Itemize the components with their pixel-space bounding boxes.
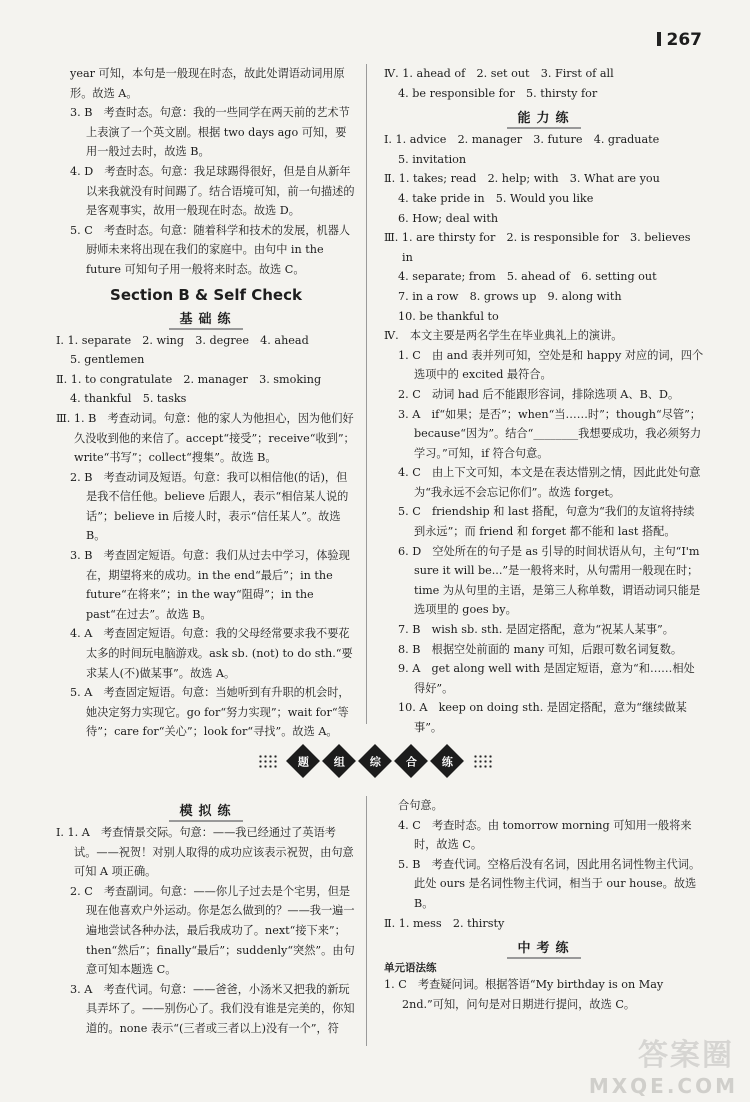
answer-line: 5. C 考查时态。句意：随着科学和技术的发展，机器人厨师未来将出现在我们的家庭中。由句中 in the future 可知句子用一般将来时态。故选 C。 (70, 223, 351, 276)
answer-line: 5. gentlemen (70, 353, 145, 367)
column-divider (366, 64, 367, 724)
answer-line: 2. B 考查动词及短语。句意：我可以相信他(的话)，但是我不信任他。believe 后跟人，表示“相信某人说的话”；believe in 后接人时，表示“信任某人”。故选 B。 (70, 470, 349, 543)
answer-line: 4. C 由上下文可知，本文是在表达惜别之情，因此此处句意为“我永远不会忘记你们”。故选 forget。 (398, 466, 701, 499)
column-divider-bottom (366, 796, 367, 1046)
section-title: Section B & Self Check (110, 285, 302, 304)
subsection-title-text: 中考练 (507, 941, 580, 959)
answer-line: Ⅲ. 1. are thirsty for 2. is responsible for 3. believes in (384, 231, 691, 264)
banner-char-text: 合 (405, 755, 417, 768)
left-column (56, 64, 356, 742)
answer-line: 3. A if“如果；是否”；when“当……时”；though“尽管”；because“因为”。结合“________我想要成功，我必须努力学习。”可知，if 符合句意。 (398, 407, 702, 460)
answer-line: Ⅰ. 1. advice 2. manager 3. future 4. graduate (384, 133, 660, 147)
banner-char-text: 综 (369, 755, 381, 768)
banner-char (394, 744, 428, 778)
answer-line: 3. B 考查固定短语。句意：我们从过去中学习，体验现在，期望将来的成功。in the end“最后”；in the future“在将来”；in the way“阻碍”；in the past“在过去”。故选 B。 (70, 549, 350, 621)
section-banner (250, 745, 500, 777)
answer-line: Ⅰ. 1. separate 2. wing 3. degree 4. ahead (56, 333, 309, 347)
answer-line: 6. How; deal with (398, 211, 499, 225)
answer-line: 合句意。 (398, 799, 443, 812)
answer-line: 5. B 考查代词。空格后没有名词，因此用名词性物主代词。此处 ours 是名词性物主代词，相当于 our house。故选 B。 (398, 857, 701, 910)
answer-line: 2. C 动词 had 后不能跟形容词，排除选项 A、B、D。 (398, 387, 680, 401)
banner-char-text: 组 (333, 755, 345, 768)
answer-line: 4. D 考查时态。句意：我足球踢得很好，但是自从新年以来我就没有时间踢了。结合语境可知，前一句描述的是客观事实，故用一般现在时态。故选 D。 (70, 164, 355, 218)
answer-line: Ⅰ. 1. A 考查情景交际。句意：——我已经通过了英语考试。——祝贺！对别人取得的成功应该表示祝贺，由句意可知 A 项正确。 (56, 826, 354, 879)
answer-line: Ⅱ. 1. takes; read 2. help; with 3. What are you (384, 172, 660, 186)
answer-line: 4. take pride in 5. Would you like (398, 191, 594, 205)
banner-char (430, 744, 464, 778)
answer-line: 7. B wish sb. sth. 是固定搭配，意为“祝某人某事”。 (398, 623, 674, 637)
banner-dots-right (473, 754, 492, 768)
page-number-bar (657, 32, 661, 46)
answer-line: 6. D 空处所在的句子是 as 引导的时间状语从句，主句“I'm sure it will be...”是一般将来时，从句需用一般现在时；time 为从句里的主语，是第三人称单数，谓语动词只能是选项里的 goes by。 (398, 544, 701, 617)
watermark-logo: 答案圈 (638, 1038, 734, 1073)
subsection-title (384, 937, 704, 956)
answer-line: 5. A 考查固定短语。句意：当她听到有升职的机会时，她决定努力实现它。go for“努力实现”；wait for“等待”；care for“关心”；look for“寻找”。故选 A。 (70, 686, 350, 739)
subsection-title-text: 能力练 (507, 111, 580, 129)
answer-line: 3. B 考查时态。句意：我的一些同学在两天前的艺术节上表演了一个英文剧。根据 two days ago 可知，要用一般过去时，故选 B。 (70, 106, 350, 159)
answer-line: Ⅳ. 1. ahead of 2. set out 3. First of all (384, 67, 614, 80)
banner-char-text: 练 (441, 755, 453, 768)
answer-line: 3. A 考查代词。句意：——爸爸，小汤米又把我的新玩具弄坏了。——别伤心了。我们没有谁是完美的，你知道的。none 表示“(三者或三者以上)没有一个”，符 (70, 982, 355, 1035)
answer-line: Ⅲ. 1. B 考查动词。句意：他的家人为他担心，因为他们好久没收到他的来信了。accept“接受”；receive“收到”；write“书写”；collect“搜集”。故选 B。 (56, 411, 355, 465)
answer-line: 1. C 考查疑问词。根据答语“My birthday is on May 2nd.”可知，问句是对日期进行提问，故选 C。 (384, 978, 664, 1011)
subsection-title (384, 107, 704, 126)
answer-line: 4. A 考查固定短语。句意：我的父母经常要求我不要花太多的时间玩电脑游戏。ask sb. (not) to do sth.“要求某人(不)做某事”。故选 A。 (70, 627, 353, 680)
bottom-right-column (384, 796, 704, 1014)
answer-line: 4. C 考查时态。由 tomorrow morning 可知用一般将来时，故选 C。 (398, 818, 692, 852)
banner-char (358, 744, 392, 778)
right-column (384, 64, 704, 738)
answer-line: 10. A keep on doing sth. 是固定搭配，意为“继续做某事”。 (398, 701, 687, 734)
answer-line: 4. thankful 5. tasks (70, 392, 187, 406)
subsection-title (56, 308, 356, 327)
bottom-left-column (56, 796, 356, 1039)
answer-line: 4. be responsible for 5. thirsty for (398, 86, 598, 100)
answer-line: 1. C 由 and 表并列可知，空处是和 happy 对应的词，四个选项中的 excited 最符合。 (398, 348, 704, 382)
answer-line: 4. separate; from 5. ahead of 6. setting out (398, 270, 657, 284)
answer-line: Ⅳ. 本文主要是两名学生在毕业典礼上的演讲。 (384, 329, 623, 343)
banner-chars (285, 749, 465, 773)
answer-line: year 可知，本句是一般现在时态，故此处谓语动词用原形。故选 A。 (70, 67, 345, 100)
answer-line: 2. C 考查副词。句意：——你儿子过去是个宅男，但是现在他喜欢户外运动。你是怎么做到的？——我一遍一遍地尝试各种办法，最后我成功了。next“接下来”；then“然后”；finally“最后”；suddenly“突然”。由句意可知本题选 C。 (70, 884, 355, 977)
banner-char (286, 744, 320, 778)
answer-line: Ⅱ. 1. mess 2. thirsty (384, 916, 505, 930)
page-number-text: 267 (666, 30, 702, 50)
sub-heading: 单元语法练 (384, 962, 437, 975)
answer-line: 7. in a row 8. grows up 9. along with (398, 289, 622, 303)
answer-line: 5. invitation (398, 152, 467, 166)
answer-line: 5. C friendship 和 last 搭配，句意为“我们的友谊将持续到永远”；而 friend 和 forget 都不能和 last 搭配。 (398, 505, 695, 539)
subsection-title-text: 模拟练 (169, 804, 242, 822)
watermark-url: MXQE.COM (588, 1074, 738, 1098)
answer-line: 9. A get along well with 是固定短语，意为“和……相处得好”。 (398, 662, 695, 695)
subsection-title (56, 800, 356, 819)
banner-dots-left (258, 754, 277, 768)
answer-line: 10. be thankful to (398, 309, 499, 323)
banner-char-text: 题 (297, 755, 309, 768)
answer-line: 8. B 根据空处前面的 many 可知，后跟可数名词复数。 (398, 642, 683, 656)
banner-char (322, 744, 356, 778)
answer-line: Ⅱ. 1. to congratulate 2. manager 3. smoking (56, 372, 322, 386)
subsection-title-text: 基础练 (169, 312, 242, 330)
page-number (657, 30, 703, 50)
